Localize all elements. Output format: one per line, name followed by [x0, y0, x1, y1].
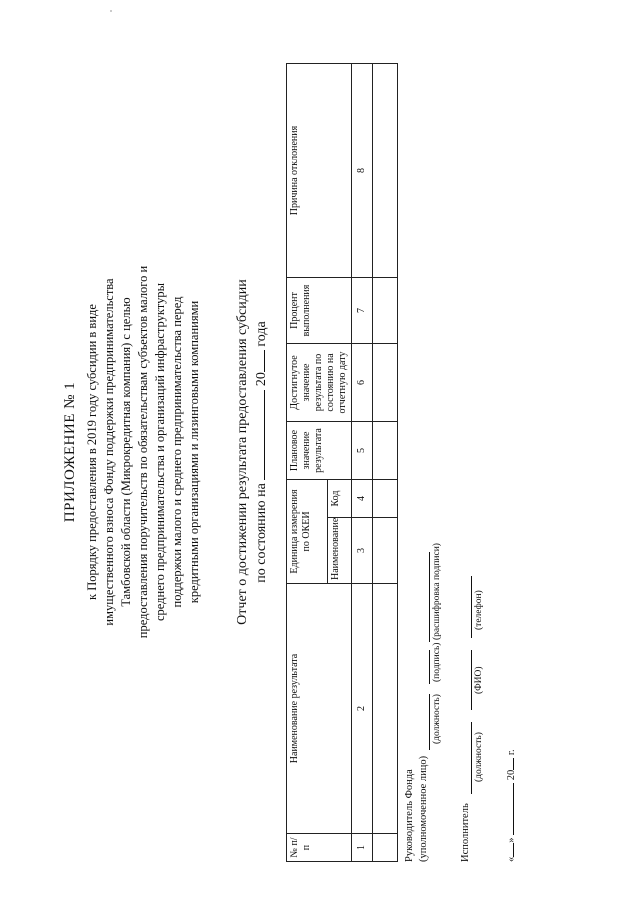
- report-title-line2: [252, 2, 271, 902]
- head-decoding-line: [418, 552, 430, 642]
- header-unit-code: Код: [327, 479, 351, 517]
- executor-position-line: [460, 722, 472, 794]
- table-cell: [373, 584, 398, 834]
- caption-position: (должность): [432, 694, 442, 744]
- table-cell: [373, 343, 398, 421]
- date-line: [502, 62, 516, 862]
- report-year-suffix: года: [254, 321, 269, 347]
- column-number: 1: [352, 834, 373, 862]
- head-label-line: [404, 62, 418, 862]
- head-signature-line: [418, 62, 432, 862]
- executor-phone-line: [460, 576, 472, 638]
- caption-position-2: (должность): [474, 732, 484, 782]
- report-title-line1: Отчет о достижении результата предоставления субсидии: [235, 279, 250, 625]
- header-num: № п/п: [287, 834, 352, 862]
- header-unit-name: Наименование: [327, 518, 351, 584]
- header-reason: Причина отклонения: [287, 63, 352, 277]
- executor-fio-line: [460, 650, 472, 710]
- header-planned: Плановое значение результата: [287, 421, 352, 479]
- table-cell: [373, 421, 398, 479]
- table-header-row: [287, 63, 328, 861]
- results-table: [286, 63, 398, 862]
- head-captions: [432, 62, 460, 862]
- caption-phone: (телефон): [474, 590, 484, 630]
- appendix-line: предоставления поручительств по обязательствам субъектов малого и: [136, 265, 150, 639]
- column-number: 8: [352, 63, 373, 277]
- table-cell: [373, 479, 398, 517]
- report-title: [234, 2, 271, 902]
- scan-speck: [110, 10, 112, 12]
- column-number: 4: [352, 479, 373, 517]
- head-signature-blank: [418, 650, 430, 684]
- signature-block: [404, 62, 516, 862]
- date-year-blank: [502, 758, 514, 770]
- head-label: Руководитель Фонда: [404, 769, 415, 862]
- caption-fio: (ФИО): [474, 666, 484, 694]
- appendix-line: кредитными организациями и лизинговыми компаниями: [187, 300, 201, 604]
- table-cell: [373, 834, 398, 862]
- date-suffix: г.: [506, 749, 517, 756]
- column-number: 3: [352, 518, 373, 584]
- header-achieved: Достигнутое значение результата по состоянию на отчетную дату: [287, 343, 352, 421]
- date-year: 20: [506, 769, 517, 781]
- caption-decoding: (расшифровка подписи): [432, 543, 442, 640]
- executor-line: [460, 62, 474, 862]
- executor-label: Исполнитель: [460, 803, 471, 862]
- appendix-line: Тамбовской области (Микрокредитная компания) с целью: [119, 297, 133, 607]
- column-number: 7: [352, 277, 373, 343]
- document-sheet: [20, 2, 620, 902]
- date-month-blank: [502, 783, 514, 835]
- date-close-quote: »: [506, 837, 517, 843]
- head-label-2: (уполномоченное лицо): [418, 755, 429, 862]
- report-year-blank: [252, 350, 265, 372]
- head-position-line: [418, 694, 430, 750]
- report-year-prefix: 20: [254, 372, 269, 387]
- header-percent: Процент выполнения: [287, 277, 352, 343]
- appendix-subtitle: [84, 2, 203, 902]
- report-date-prefix: по состоянию на: [254, 483, 269, 583]
- caption-signature: (подпись): [432, 642, 442, 682]
- date-day-blank: [502, 843, 514, 857]
- table-row: [373, 63, 398, 861]
- column-number: 2: [352, 584, 373, 834]
- appendix-line: имущественного взноса Фонду поддержки предпринимательства: [102, 278, 116, 626]
- executor-captions: [474, 62, 502, 862]
- report-date-blank: [252, 390, 265, 480]
- table-cell: [373, 518, 398, 584]
- appendix-line: к Порядку предоставления в 2019 году субсидии в виде: [85, 304, 99, 600]
- table-cell: [373, 277, 398, 343]
- column-number: 6: [352, 343, 373, 421]
- table-number-row: [352, 63, 373, 861]
- appendix-line: поддержки малого и среднего предпринимательства перед: [170, 296, 184, 608]
- appendix-line: среднего предпринимательства и организаций инфраструктуры: [153, 283, 167, 622]
- appendix-title: ПРИЛОЖЕНИЕ № 1: [62, 381, 78, 523]
- header-unit: Единица измерения по ОКЕИ: [287, 479, 328, 583]
- date-open-quote: «: [506, 856, 517, 862]
- header-name: Наименование результата: [287, 584, 352, 834]
- column-number: 5: [352, 421, 373, 479]
- table-cell: [373, 63, 398, 277]
